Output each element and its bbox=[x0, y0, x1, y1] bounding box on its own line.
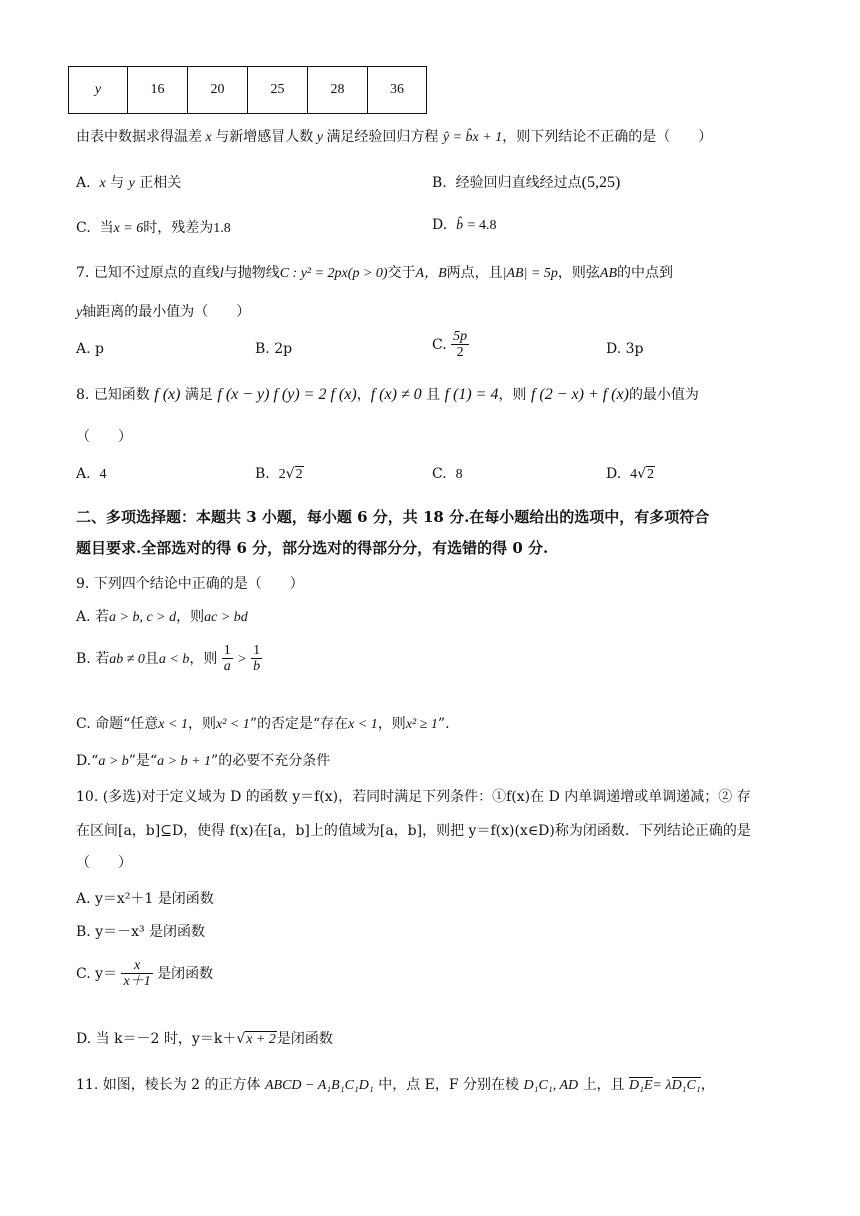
q10-option-d[interactable]: D. 当 k＝－2 时，y＝k＋√x + 2是闭函数 bbox=[76, 1031, 333, 1047]
q7-option-b[interactable]: B. 2p bbox=[255, 341, 293, 357]
q10-option-c[interactable]: C. y＝ $\frac{x}{x+1}$ 是闭函数 bbox=[76, 958, 214, 990]
q9-option-c[interactable]: C. 命题“任意x < 1，则x² < 1”的否定是“存在x < 1，则x² ≥ 1”. bbox=[76, 716, 450, 732]
table-cell: 20 bbox=[188, 67, 248, 114]
q6-option-a[interactable]: A. x 与 y 正相关 bbox=[76, 175, 182, 191]
data-table bbox=[68, 66, 427, 114]
fraction: $\frac{x}{x+1}$ bbox=[123, 958, 151, 990]
q6-stem: 由表中数据求得温差 x 与新增感冒人数 y 满足经验回归方程 ŷ = b̂x + 1，则下列结论不正确的是（ ） bbox=[76, 129, 713, 145]
table-row bbox=[69, 67, 427, 114]
q11-stem: 11. 如图，棱长为 2 的正方体 ABCD − A₁B₁C₁D₁ 中，点 E，F 分别在棱 D₁C₁, AD 上，且 D₁E= λD₁C₁， bbox=[76, 1077, 715, 1093]
regression-equation: ŷ = b̂x + 1 bbox=[442, 130, 503, 145]
q7-stem: 7. 已知不过原点的直线l与抛物线C : y² = 2px(p > 0)交于A，B两点，且|AB| = 5p，则弦AB的中点到 bbox=[76, 265, 674, 281]
q8-option-c[interactable]: C. 8 bbox=[432, 466, 463, 482]
q8-paren: （ ） bbox=[76, 429, 132, 445]
q9-option-a[interactable]: A. 若a > b, c > d，则ac > bd bbox=[76, 609, 248, 625]
table-cell: 36 bbox=[368, 67, 427, 114]
section-heading-line2: 题目要求.全部选对的得 6 分，部分选对的得部分分，有选错的得 0 分. bbox=[76, 539, 549, 557]
q9-option-d[interactable]: D.“a > b”是“a > b + 1”的必要不充分条件 bbox=[76, 753, 331, 769]
q6-option-c[interactable]: C. 当x = 6时，残差为1.8 bbox=[76, 220, 231, 236]
q10-option-a[interactable]: A. y＝x²＋1 是闭函数 bbox=[76, 891, 214, 907]
fraction: $\frac{1}{a}$ bbox=[223, 643, 231, 675]
q7-option-d[interactable]: D. 3p bbox=[606, 341, 644, 357]
q9-option-b[interactable]: B. 若ab ≠ 0且a < b，则 $\frac{1}{a}$ > $\frac{1}{b}$ bbox=[76, 643, 261, 675]
q6-option-d[interactable]: D. b̂ = 4.8 bbox=[432, 217, 497, 233]
vector: D₁C₁ bbox=[671, 1078, 701, 1093]
q10-option-b[interactable]: B. y＝－x³ 是闭函数 bbox=[76, 924, 206, 940]
q8-option-b[interactable]: B. 2√2 bbox=[255, 466, 303, 482]
q10-stem: 10. (多选)对于定义域为 D 的函数 y＝f(x)，若同时满足下列条件：①f(x)在 D 内单调递增或单调递减；② 存 bbox=[76, 789, 751, 805]
table-cell: 28 bbox=[308, 67, 368, 114]
q6-option-b[interactable]: B. 经验回归直线经过点(5,25) bbox=[432, 174, 621, 191]
table-cell: 16 bbox=[128, 67, 188, 114]
q8-option-a[interactable]: A. 4 bbox=[76, 466, 107, 482]
fraction: $\frac{1}{b}$ bbox=[253, 643, 261, 675]
q10-stem-line2: 在区间[a，b]⊆D，使得 f(x)在[a，b]上的值域为[a，b]，则把 y＝f(x)(x∈D)称为闭函数．下列结论正确的是 bbox=[76, 823, 751, 839]
q9-stem: 9. 下列四个结论中正确的是（ ） bbox=[76, 576, 304, 592]
q7-stem-line2: y轴距离的最小值为（ ） bbox=[76, 304, 251, 320]
vector: D₁E bbox=[629, 1078, 653, 1093]
table-row-label: y bbox=[69, 67, 128, 114]
q8-option-d[interactable]: D. 4√2 bbox=[606, 466, 655, 482]
section-heading: 二、多项选择题：本题共 3 小题，每小题 6 分，共 18 分.在每小题给出的选项中，有多项符合 bbox=[76, 508, 710, 526]
q10-paren: （ ） bbox=[76, 855, 132, 871]
q7-option-a[interactable]: A. p bbox=[76, 341, 104, 357]
q8-stem: 8. 已知函数 f (x) 满足 f (x − y) f (y) = 2 f (x)，f (x) ≠ 0 且 f (1) = 4，则 f (2 − x) + f (x)的最小值为 bbox=[76, 386, 699, 403]
fraction: $\frac{5p}{2}$ bbox=[453, 329, 468, 361]
table-cell: 25 bbox=[248, 67, 308, 114]
q7-option-c[interactable]: C. $\frac{5p}{2}$ bbox=[432, 329, 468, 361]
